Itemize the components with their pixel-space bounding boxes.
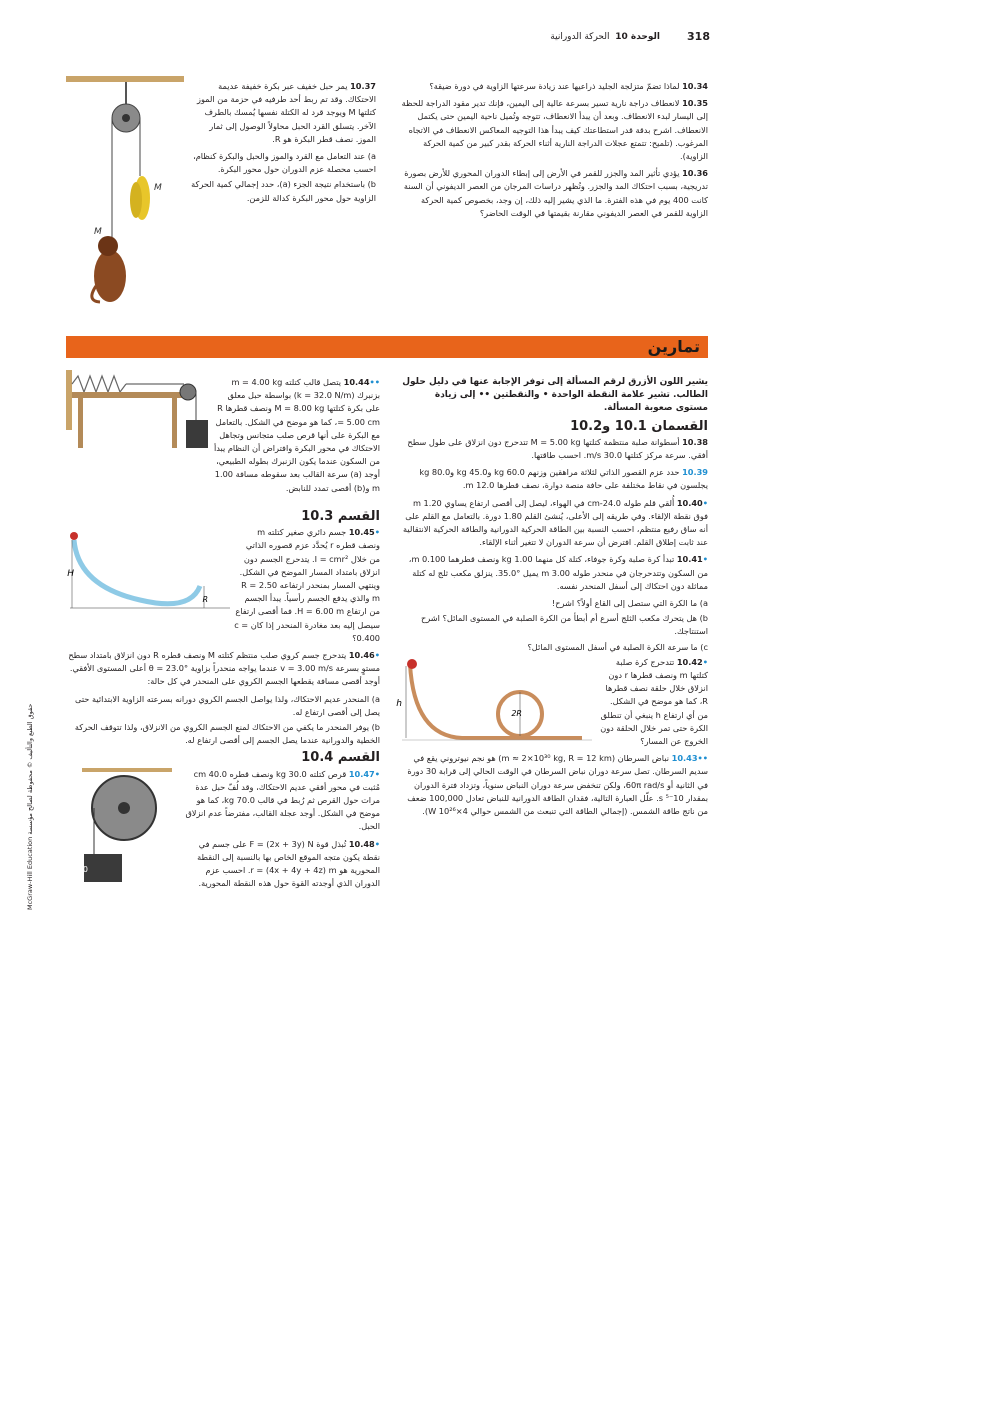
question-10-36: 10.36 يؤدي تأثير المد والجزر للقمر في الأرض إلى إبطاء الدوران المحوري للأرض بصورة تدريجية، بسبب احتكاك المد والجزر. وتُظهر دراسات المرجان من العصر الديفوني أن السنة كانت 400 يوم في هذه الفترة. ما الذي يشير إليه ذلك، إن وجد، بخصوص كمية الحركة الزاوية للقمر في العصر الديفوني مقارنة بقيمتها في الوقت الحاضر؟ <box>403 168 708 218</box>
question-10-42-wrap <box>396 656 708 752</box>
disk-block-figure <box>57 768 172 886</box>
question-10-47: •10.47 قرص كتلته 30.0 kg ونصف قطره 40.0 cm مُثبت في محور أفقي عديم الاحتكاك، وقد لُفّ حبل عدة مرات حول القرص ثم رُبط في قالب 70.0 kg، كما هو موضح في الشكل. أوجد عجلة القالب، مفترضاً عدم انزلاق الحبل. <box>185 768 380 832</box>
question-10-48: •10.48 تُبذل قوة F = (2x + 3y) N على جسم في نقطة يكون متجه الموقع الخاص بها بالنسبة إلى النقطة المحورية هو r = (4x + 4y + 4z) m. احسب عزم الدوران الذي أوجدته القوة حول هذه النقطة المحورية. <box>197 838 380 889</box>
top-right-questions <box>400 80 708 224</box>
label-h-upper: H <box>67 569 74 580</box>
spring-block-figure <box>66 370 214 452</box>
question-10-37: 10.37 يمر حبل خفيف عبر بكرة خفيفة عديمة الاحتكاك. وقد تم ربط أحد طرفيه في حزمة من الموز كتلتها M ويوجد قرد له الكتلة نفسها يُمسك بالطرف الآخر. يتسلق القرد الحبل محاولاً الوصول إلى ثمار الموز. نصف قطر البكرة هو R. a) عند التعامل مع القرد والموز والحبل والبكرة كنظام، احسب محصلة عزم الدوران حول محور البكرة. b) باستخدام نتيجة الجزء (a)، حدد إجمالي كمية الحركة الزاوية حول محور البكرة كدالة للزمن. <box>191 81 376 203</box>
question-10-46: •10.46 يتدحرج جسم كروي صلب منتظم كتلته M ونصف قطره R دون انزلاق بامتداد سطح مستوٍ بسرعة v = 3.00 m/s عندما يواجه منحدراً بزاوية θ = 23.0° أعلى المستوى الأفقي. أوجد أقصى مسافة يقطعها الجسم الكروي على المنحدر في كل حالة: <box>68 650 380 687</box>
exercises-banner: تمارين <box>66 336 708 358</box>
question-10-44: ••10.44 يتصل قالب كتلته m = 4.00 kg بزنبرك (k = 32.0 N/m) بواسطة حبل معلق على بكرة كتلتها M = 8.00 kg ونصف قطرها R = 5.00 cm، كما هو موضح في الشكل. بالتعامل مع البكرة على أنها قرص صلب متجانس وتجاهل الاحتكاك في محور البكرة وافتراض أن النظام يبدأ من السكون عندما يكون الزنبرك بطوله الطبيعي، أوجد (a) سرعة القالب بعد سقوطه مسافة 1.00 m و(b) أقصى تمدد للنابض. <box>213 377 380 493</box>
section-10-1-10-2: القسمان 10.1 و10.2 <box>570 418 708 434</box>
label-m-monkey: M <box>94 227 102 237</box>
label-m-bananas: M <box>154 183 162 193</box>
label-mass: 70.0 kg <box>57 864 88 874</box>
running-header <box>410 30 710 48</box>
page-number: 318 <box>687 30 710 43</box>
loop-track-figure <box>396 656 592 751</box>
question-10-42: •10.42 تتدحرج كرة صلبة كتلتها m ونصف قطرها r دون انزلاق خلال حلقة نصف قطرها R، كما هو موضح في الشكل. من أي ارتفاع h ينبغي أن تنطلق الكرة حتى تمر خلال الحلقة دون الخروج عن المسار؟ <box>600 656 708 747</box>
question-10-43: ••10.43 نباض السرطان (m ≈ 2×10³⁰ kg, R = 12 km) هو نجم نيوتروني يقع في سديم السرطان. تصل سرعة دوران نباض السرطان في الوقت الحالي إلى قرابة 30 دورة في الثانية أو 60π rad/s، ولكن تنخفض سرعة دوران النباض سنوياً، وتزداد فترة الدوران بمقدار 10⁻⁵ s. علّل العبارة التالية، فقدان الطاقة الدورانية للنباض تعادل 100,000 ضعف من ناتج طاقة الشمس. (إجمالي الطاقة التي تنبعث من الشمس حوالي 4×10²⁶ W). <box>407 753 708 817</box>
section-10-3: القسم 10.3 <box>301 509 380 524</box>
label-2r: 2R <box>511 708 522 718</box>
question-10-40: •10.40 أُلقي قلم طوله 24.0-cm في الهواء، ليصل إلى أقصى ارتفاع يساوي 1.20 m فوق نقطة الإلقاء. وفي طريقه إلى الأعلى، يُنشئ القلم 1.80 دورة. بالتعامل مع القلم على أنه ساق رفيع منتظم، احسب النسبة بين الطاقة الحركية الدورانية والطاقة الحركية الانتقالية عند ثابت إطلاق القلم. افترض أن سرعة الدوران لا تتغير أثناء الإلقاء. <box>402 497 708 548</box>
copyright-sidebar: McGraw-Hill Education حقوق الطبع والتأليف © محفوظة لصالح مؤسسة <box>26 703 34 910</box>
intro-text: يشير اللون الأزرق لرقم المسألة إلى توفر الإجابة عنها في دليل حلول الطالب. تشير علامة النقطة الواحدة • والنقطتين •• إلى زيادة مستوى صعوبة المسألة. <box>402 377 708 414</box>
question-10-38: 10.38 أسطوانة صلبة منتظمة كتلتها M = 5.00 kg تتدحرج دون انزلاق على طول سطح أفقي. سرعة مركز كتلتها 30.0 m/s. احسب طاقتها. <box>407 436 708 461</box>
question-10-39: 10.39 حدد عزم القصور الذاتي لثلاثة مراهقين وزنهم 60.0 kg و45.0 kg و80.0 kg يجلسون في نقاط مختلفة على حافة منصة دوارة، نصف قطرها 12.0 m. <box>419 467 708 491</box>
question-10-35: 10.35 لانعطاف دراجة نارية تسير بسرعة عالية إلى اليمين، فإنك تدير مقود الدراجة للحظة إلى اليسار لبدء الانعطاف. وبعد أن يبدأ الانعطاف، تتوجه وتُميل ناحية اليمين حتى يكتمل الانعطاف. اشرح بدقة قدر استطاعتك كيف يبدأ هذا التوجيه المعاكس الانعطاف في الاتجاه المرغوب. (تلميح: تتمتع عجلات الدراجة النارية أثناء الحركة بقدر كبير من كمية الحركة الزاوية). <box>401 98 708 162</box>
monkey-pulley-figure <box>66 76 186 304</box>
ramp-track-figure <box>67 526 230 616</box>
label-r: R <box>202 595 208 605</box>
unit-title: الوحدة 10 الحركة الدورانية <box>550 32 660 42</box>
question-10-34: 10.34 لماذا تضمّ متزلجة الجليد ذراعيها عند زيادة سرعتها الزاوية في دورة ضيقة؟ <box>429 81 708 91</box>
label-h: h <box>396 698 402 709</box>
left-column-lower: القسم 10.3 •10.45 جسم دائري صغير كتلته m ونصف قطره r يُحدَّد عزم قصوره الذاتي من خلال I = cmr². يتدحرج الجسم دون انزلاق بامتداد المسار الموضح في الشكل. وينتهي المسار بمنحدر ارتفاعه R = 2.50 m والذي يدفع الجسم رأسياً. يبدأ الجسم من ارتفاع H = 6.00 m. فما أقصى ارتفاع سيصل إليه بعد مغادرة المنحدر إذا كان c = 0.400؟ H R •10.46 يتدحرج جسم كروي صلب منتظم كتلته M ونصف قطره R دون انزلاق بامتداد سطح مستوٍ بسرعة v = 3.00 m/s عندما يواجه منحدراً بزاوية θ = 23.0° أعلى المستوى الأفقي. أوجد أقصى مسافة يقطعها الجسم الكروي على المنحدر في كل حالة: a) المنحدر عديم الاحتكاك، ولذا يواصل الجسم الكروي دورانه بسرعته الزاوية الابتدائية حتى يصل إلى أقصى ارتفاع له. b) يوفر المنحدر ما يكفي من الاحتكاك لمنع الجسم الكروي من الانزلاق، ولذا تتوقف الحركة الخطية والدورانية عندما يصل الجسم إلى أقصى ارتفاع له. القسم 10.4 •10.47 قرص كتلته 30.0 kg ونصف قطره 40.0 cm مُثبت في محور أفقي عديم الاحتكاك، وقد لُفّ حبل عدة مرات حول القرص ثم رُبط في قالب 70.0 kg، كما هو موضح في الشكل. أوجد عجلة القالب، مفترضاً عدم انزلاق الحبل. •10.48 تُبذل قوة F = (2x + 3y) N على جسم في نقطة يكون متجه الموقع الخاص بها بالنسبة إلى النقطة المحورية هو r = (4x + 4y + 4z) m. احسب عزم الدوران الذي أوجدته القوة حول هذه النقطة المحورية. 70.0 kg <box>66 506 380 894</box>
section-10-4: القسم 10.4 <box>301 750 380 766</box>
right-column: يشير اللون الأزرق لرقم المسألة إلى توفر الإجابة عنها في دليل حلول الطالب. تشير علامة النقطة الواحدة • والنقطتين •• إلى زيادة مستوى صعوبة المسألة. القسمان 10.1 و10.2 10.38 أسطوانة صلبة منتظمة كتلتها M = 5.00 kg تتدحرج دون انزلاق على طول سطح أفقي. سرعة مركز كتلتها 30.0 m/s. احسب طاقتها. 10.39 حدد عزم القصور الذاتي لثلاثة مراهقين وزنهم 60.0 kg و45.0 kg و80.0 kg يجلسون في نقاط مختلفة على حافة منصة دوارة، نصف قطرها 12.0 m. •10.40 أُلقي قلم طوله 24.0-cm في الهواء، ليصل إلى أقصى ارتفاع يساوي 1.20 m فوق نقطة الإلقاء. وفي طريقه إلى الأعلى، يُنشئ القلم 1.80 دورة. بالتعامل مع القلم على أنه ساق رفيع منتظم، احسب النسبة بين الطاقة الحركية الدورانية والطاقة الحركية الانتقالية عند ثابت إطلاق القلم. افترض أن سرعة الدوران لا تتغير أثناء الإلقاء. •10.41 تبدأ كرة صلبة وكرة جوفاء، كتلة كل منهما 1.00 kg ونصف قطرهما 0.100 m، من السكون وتتدحرجان في منحدر طوله 3.00 m يميل °35.0. ينزلق مكعب ثلج له كتلة مماثلة دون احتكاك إلى أسفل المنحدر نفسه. a) ما الكرة التي ستصل إلى القاع أولاً؟ اشرح! b) هل يتحرك مكعب الثلج أسرع أم أبطأ من الكرة الصلبة في المستوى المائل؟ اشرح استنتاجك. c) ما سرعة الكرة الصلبة في أسفل المستوى المائل؟ •10.42 تتدحرج كرة صلبة كتلتها m ونصف قطرها r دون انزلاق خلال حلقة نصف قطرها R، كما هو موضح في الشكل. من أي ارتفاع h ينبغي أن تنطلق الكرة حتى تمر خلال الحلقة دون الخروج عن المسار؟ h 2R ••10.43 نباض السرطان (m ≈ 2×10³⁰ kg, R = 12 km) هو نجم نيوتروني يقع في سديم السرطان. تصل سرعة دوران نباض السرطان في الوقت الحالي إلى قرابة 30 دورة في الثانية أو 60π rad/s، ولكن تنخفض سرعة دوران النباض سنوياً، وتزداد فترة الدوران بمقدار 10⁻⁵ s. علّل العبارة التالية، فقدان الطاقة الدورانية للنباض تعادل 100,000 ضعف من ناتج طاقة الشمس. (إجمالي الطاقة التي تنبعث من الشمس حوالي 4×10²⁶ W). <box>400 376 708 822</box>
question-10-41: •10.41 تبدأ كرة صلبة وكرة جوفاء، كتلة كل منهما 1.00 kg ونصف قطرهما 0.100 m، من السكون وتتدحرجان في منحدر طوله 3.00 m يميل °35.0. ينزلق مكعب ثلج له كتلة مماثلة دون احتكاك إلى أسفل المنحدر نفسه. <box>408 554 708 591</box>
question-10-45: •10.45 جسم دائري صغير كتلته m ونصف قطره r يُحدَّد عزم قصوره الذاتي من خلال I = cmr². يتدحرج الجسم دون انزلاق بامتداد المسار الموضح في الشكل. وينتهي المسار بمنحدر ارتفاعه R = 2.50 m والذي يدفع الجسم رأسياً. يبدأ الجسم من ارتفاع H = 6.00 m. فما أقصى ارتفاع سيصل إليه بعد مغادرة المنحدر إذا كان c = 0.400؟ <box>234 527 380 643</box>
